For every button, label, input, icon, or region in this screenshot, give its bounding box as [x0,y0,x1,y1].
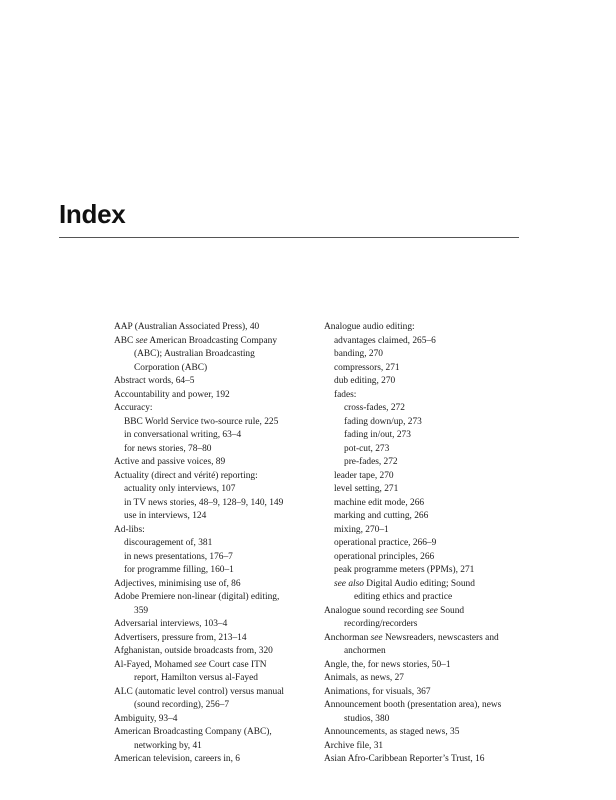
index-column-left [114,321,314,767]
index-entry: AAP (Australian Associated Press), 40 [114,322,260,332]
index-entry: operational principles, 266 [334,551,435,562]
cross-reference-marker: see [135,335,148,346]
index-entry: pre-fades, 272 [344,457,398,467]
index-entry: Accuracy: [114,403,153,413]
title-rule [59,237,519,238]
cross-reference-marker: see also [334,578,364,589]
index-entry: use in interviews, 124 [124,511,207,521]
index-entry: studios, 380 [344,713,390,724]
index-column-right [324,321,524,767]
index-entry: Al-Fayed, Mohamed see Court case ITN [114,659,267,670]
cross-reference-marker: see [425,605,438,616]
index-entry: fading in/out, 273 [344,430,411,440]
index-entry: in TV news stories, 48–9, 128–9, 140, 149 [124,497,284,508]
index-entry: Abstract words, 64–5 [114,376,195,386]
cross-reference-marker: see [194,659,207,670]
index-entry: Adversarial interviews, 103–4 [114,619,228,629]
index-entry: level setting, 271 [334,484,399,494]
index-entry: leader tape, 270 [334,470,394,481]
index-entry: Afghanistan, outside broadcasts from, 320 [114,646,273,656]
index-entry: pot-cut, 273 [344,443,390,454]
index-entry: fades: [334,389,357,400]
index-entry: in news presentations, 176–7 [124,551,233,562]
index-entry: recording/recorders [344,619,418,629]
index-entry: marking and cutting, 266 [334,511,429,521]
index-entry: anchormen [344,646,386,656]
index-entry: American television, careers in, 6 [114,754,240,764]
index-entry: Animals, as news, 27 [324,673,404,683]
index-entry: Active and passive voices, 89 [114,457,226,467]
index-entry: for programme filling, 160–1 [124,565,234,575]
index-entry: BBC World Service two-source rule, 225 [124,416,279,427]
index-entry: Analogue sound recording see Sound [324,605,465,616]
index-entry: ALC (automatic level control) versus manual [114,686,284,697]
index-entry: dub editing, 270 [334,376,396,386]
index-entry: Anchorman see Newsreaders, newscasters and [324,632,499,643]
index-entry: Angle, the, for news stories, 50–1 [324,659,451,670]
index-entry: for news stories, 78–80 [124,443,212,454]
index-entry: Corporation (ABC) [134,362,208,373]
index-entry: (sound recording), 256–7 [134,700,230,710]
index-entry: American Broadcasting Company (ABC), [114,727,272,737]
index-entry: Accountability and power, 192 [114,389,230,400]
index-entry: peak programme meters (PPMs), 271 [334,565,475,575]
cross-reference-marker: see [370,632,383,643]
index-entry: Ad-libs: [114,524,145,535]
index-entry: Adobe Premiere non-linear (digital) editing, [114,592,280,602]
index-entry: mixing, 270–1 [334,524,389,535]
index-entry: advantages claimed, 265–6 [334,335,436,346]
index-entry: Announcements, as staged news, 35 [324,727,460,737]
index-entry: cross-fades, 272 [344,403,405,413]
index-entry: (ABC); Australian Broadcasting [134,349,255,359]
index-entry: Ambiguity, 93–4 [114,713,178,724]
index-entry: machine edit mode, 266 [334,497,425,508]
index-entry: 359 [134,605,149,616]
index-entry: actuality only interviews, 107 [124,484,236,494]
index-entry: see also Digital Audio editing; Sound [334,578,475,589]
index-entry: fading down/up, 273 [344,416,422,427]
index-entry: in conversational writing, 63–4 [124,430,242,440]
index-entry: banding, 270 [334,349,383,359]
index-entry: compressors, 271 [334,362,400,373]
index-entry: Animations, for visuals, 367 [324,686,431,697]
index-entry: Actuality (direct and vérité) reporting: [114,470,258,481]
index-entry: networking by, 41 [134,740,202,751]
index-entry: Analogue audio editing: [324,322,415,332]
index-entry: operational practice, 266–9 [334,538,437,548]
index-entry: editing ethics and practice [354,592,453,602]
index-entry: ABC see American Broadcasting Company [114,335,278,346]
index-entry: report, Hamilton versus al-Fayed [134,673,258,683]
index-entry: discouragement of, 381 [124,538,213,548]
index-entry: Advertisers, pressure from, 213–14 [114,632,247,643]
page-title: Index [59,199,126,229]
index-entry: Archive file, 31 [324,740,384,751]
index-entry: Announcement booth (presentation area), news [324,700,502,710]
index-entry: Adjectives, minimising use of, 86 [114,578,241,589]
index-entry: Asian Afro-Caribbean Reporter’s Trust, 16 [324,754,485,764]
